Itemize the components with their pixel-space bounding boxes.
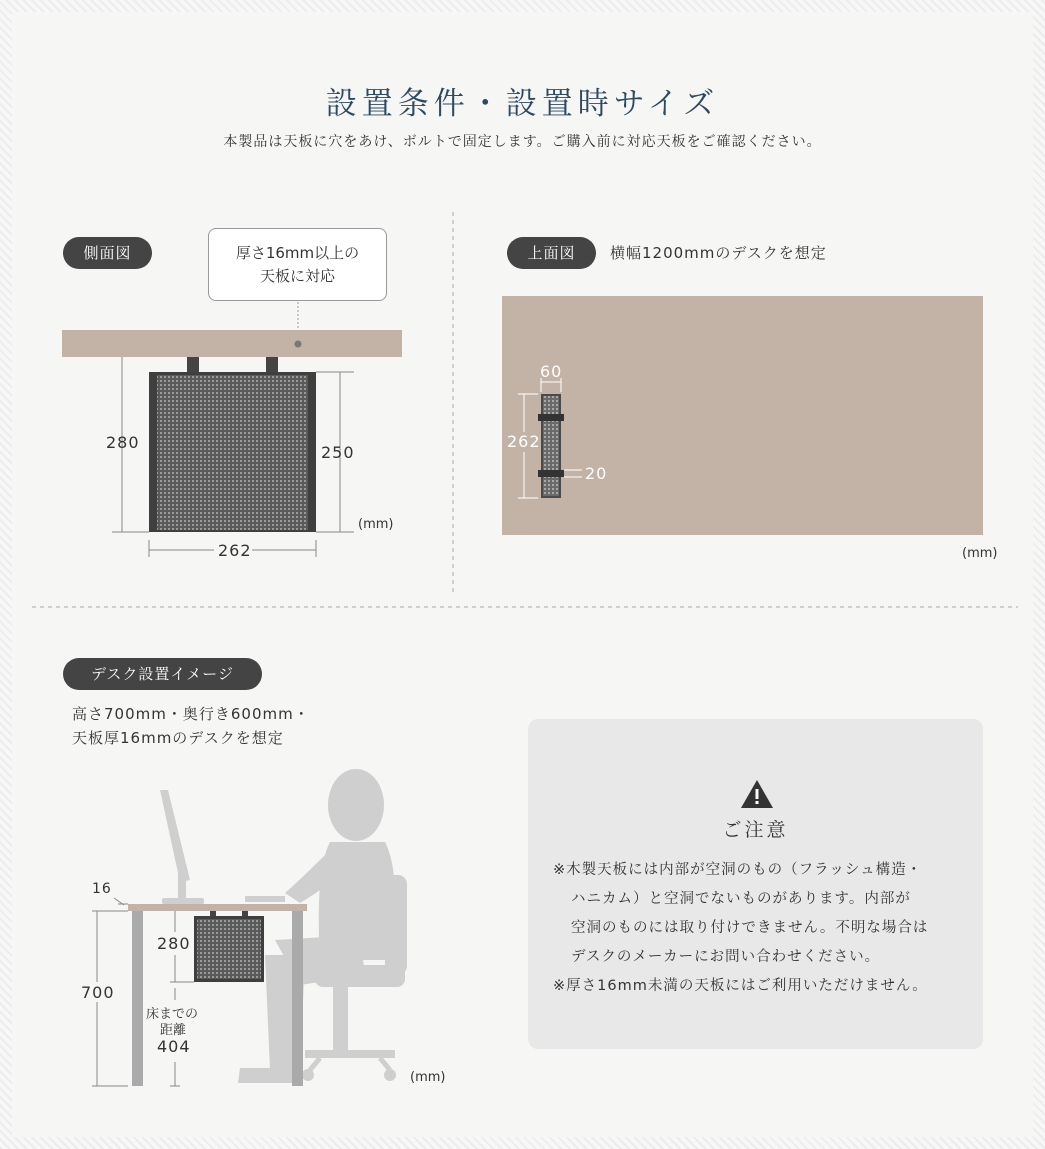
desk-image-badge: デスク設置イメージ <box>63 658 262 690</box>
warning-icon <box>740 779 774 809</box>
dim-16-label: 16 <box>92 881 112 897</box>
desk-leg-right <box>292 911 303 1086</box>
monitor <box>160 790 204 904</box>
callout-line-1: 厚さ16mm以上の <box>235 244 360 262</box>
dim-60-label: 60 <box>540 362 563 381</box>
floor-label-line-1: 床までの <box>146 1007 199 1022</box>
desk-scene <box>0 0 520 1149</box>
notice-line-3: 空洞のものには取り付けできません。不明な場合は <box>571 920 929 936</box>
top-view-badge: 上面図 <box>507 237 596 269</box>
desk-caption-line-1: 高さ700mm・奥行き600mm・ <box>72 705 310 723</box>
desk-unit-label: (mm) <box>410 1070 446 1085</box>
callout-line-2: 天板に対応 <box>259 267 335 285</box>
desk-unit-mesh <box>197 919 261 979</box>
side-unit-label: (mm) <box>358 517 394 532</box>
notice-title: ご注意 <box>722 819 789 841</box>
desk-leg-left <box>132 911 143 1086</box>
dim-262-label: 262 <box>218 541 252 560</box>
dim-280-desk-label: 280 <box>157 934 191 953</box>
dim-20-label: 20 <box>585 464 608 483</box>
notice-line-4: デスクのメーカーにお問い合わせください。 <box>571 949 881 965</box>
page-title: 設置条件・設置時サイズ <box>325 86 720 122</box>
dim-700-label: 700 <box>81 983 115 1002</box>
dim-404-label: 404 <box>157 1037 191 1056</box>
floor-label-line-2: 距離 <box>160 1023 187 1038</box>
keyboard <box>245 896 285 902</box>
notice-line-1: ※木製天板には内部が空洞のもの（フラッシュ構造・ <box>553 862 923 878</box>
dim-250-label: 250 <box>321 443 355 462</box>
top-desk <box>502 296 983 535</box>
desk-caption-line-2: 天板厚16mmのデスクを想定 <box>72 729 284 747</box>
notice-line-2: ハニカム）と空洞でないものがあります。内部が <box>571 891 911 907</box>
desk-top <box>128 904 307 911</box>
dim-280-label: 280 <box>106 433 140 452</box>
top-clamp-1 <box>538 414 564 421</box>
dim-262-top-label: 262 <box>507 432 541 451</box>
page-subtitle: 本製品は天板に穴をあけ、ボルトで固定します。ご購入前に対応天板をご確認ください。 <box>223 134 822 150</box>
top-view-caption: 横幅1200mmのデスクを想定 <box>610 244 827 262</box>
top-unit-mesh <box>543 396 559 496</box>
top-unit-label: (mm) <box>962 546 998 561</box>
notice-line-5: ※厚さ16mm未満の天板にはご利用いただけません。 <box>553 978 928 994</box>
top-clamp-2 <box>538 470 564 477</box>
side-view-badge: 側面図 <box>63 237 152 269</box>
